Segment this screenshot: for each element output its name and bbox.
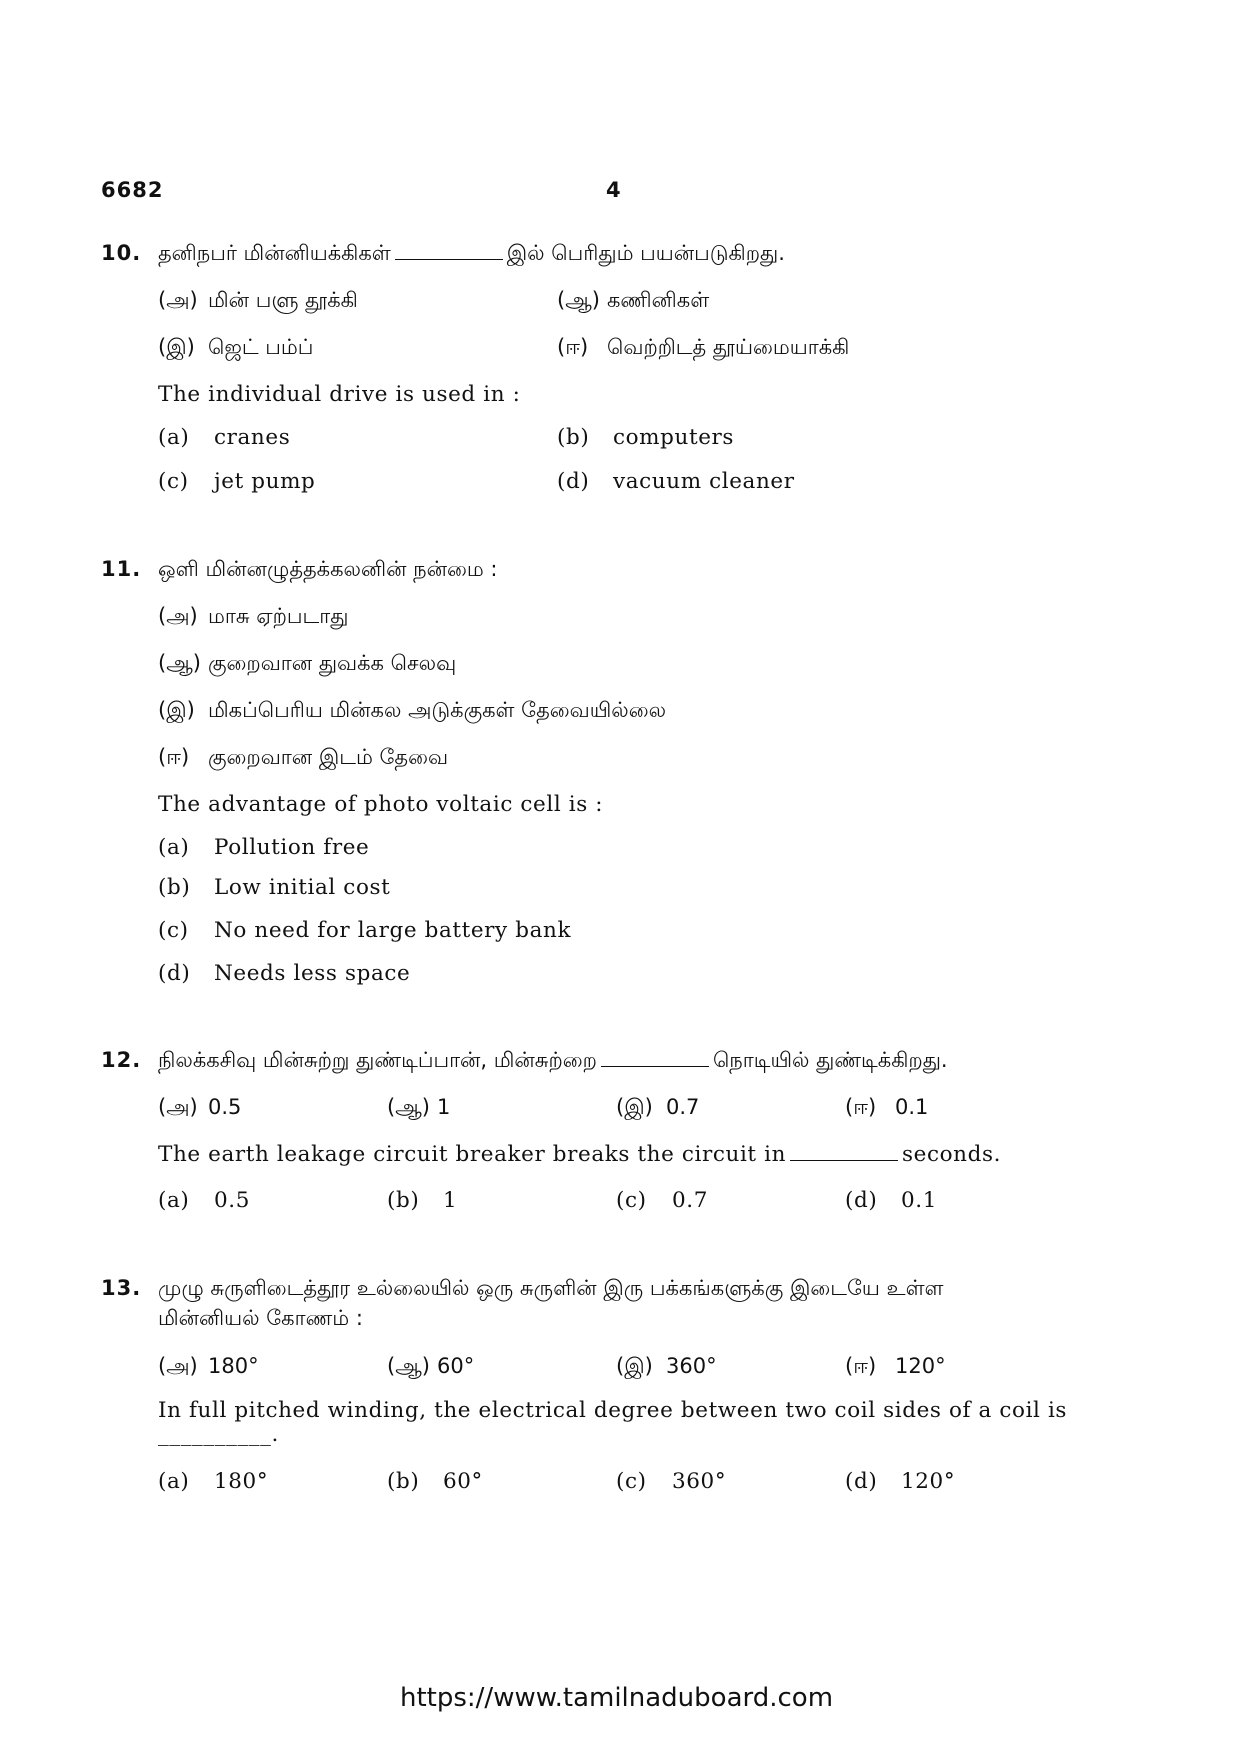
option-text: குறைவான இடம் தேவை [208,745,449,769]
option-label: (b) [387,1469,420,1494]
question-text-tamil [158,241,785,268]
question-text-tamil [158,1048,948,1075]
question-text-part: தனிநபர் மின்னியக்கிகள் [158,241,391,265]
option-text: 0.7 [666,1095,700,1119]
option-english-c [158,918,571,943]
option-label: (c) [158,469,189,494]
question-text-part: நொடியில் துண்டிக்கிறது. [712,1048,948,1072]
option-tamil-b [387,1095,450,1122]
option-tamil-b [158,651,456,678]
option-english-d [557,469,795,494]
answer-blank [395,257,503,260]
option-label: (அ) [158,1354,198,1378]
option-english-b [387,1469,483,1494]
option-tamil-c [616,1354,717,1381]
option-text: மாசு ஏற்படாது [208,604,349,628]
answer-blank [601,1064,709,1067]
option-label: (ஈ) [557,335,589,359]
option-text: 120° [895,1354,946,1378]
option-tamil-d [557,335,849,362]
option-tamil-c [616,1095,699,1122]
option-english-b [158,875,390,900]
option-tamil-d [845,1095,928,1122]
option-text: 360° [666,1354,717,1378]
option-text: மிகப்பெரிய மின்கல அடுக்குகள் தேவையில்லை [208,698,667,722]
option-label: (இ) [158,698,195,722]
option-text: மின் பளு தூக்கி [208,288,358,312]
option-tamil-d [845,1354,946,1381]
paper-code: 6682 [101,178,164,202]
option-label: (அ) [158,1095,198,1119]
option-label: (ஈ) [845,1095,877,1119]
option-label: (ஆ) [158,651,201,675]
option-text: 0.5 [214,1188,250,1213]
option-label: (c) [616,1469,647,1494]
question-number: 13. [101,1276,142,1300]
question-text-english [158,1142,1001,1167]
question-text-tamil-cont: மின்னியல் கோணம் : [158,1306,363,1330]
option-text: Pollution free [214,835,370,860]
question-text-part: இல் பெரிதும் பயன்படுகிறது. [506,241,785,265]
option-text: 1 [443,1188,458,1213]
page-number: 4 [606,178,622,202]
option-tamil-c [158,698,666,725]
question-text-tamil: ஒளி மின்னழுத்தக்கலனின் நன்மை : [158,557,498,581]
question-text-part: The earth leakage circuit breaker breaks the circuit in [158,1142,787,1167]
option-label: (a) [158,1469,190,1494]
option-label: (d) [557,469,590,494]
option-tamil-a [158,604,348,631]
option-english-d [845,1188,937,1213]
option-label: (a) [158,835,190,860]
option-text: cranes [214,425,291,450]
option-label: (அ) [158,288,198,312]
option-tamil-a [158,288,358,315]
option-english-a [158,425,290,450]
option-text: jet pump [214,469,316,494]
question-text-english: In full pitched winding, the electrical degree between two coil sides of a coil is [158,1398,1068,1423]
option-label: (a) [158,425,190,450]
option-english-a [158,835,369,860]
option-tamil-b [387,1354,474,1381]
option-label: (இ) [158,335,195,359]
option-label: (அ) [158,604,198,628]
option-text: Low initial cost [214,875,391,900]
option-label: (ஆ) [557,288,600,312]
option-text: Needs less space [214,961,411,986]
question-number: 10. [101,241,142,265]
option-text: கணினிகள் [607,288,710,312]
option-label: (b) [557,425,590,450]
option-text: குறைவான துவக்க செலவு [208,651,457,675]
question-text-english-cont: __________. [158,1422,279,1447]
option-text: 0.1 [895,1095,929,1119]
option-text: 120° [901,1469,956,1494]
option-text: 360° [672,1469,727,1494]
question-number: 11. [101,557,142,581]
option-english-b [557,425,734,450]
option-text: vacuum cleaner [613,469,795,494]
option-label: (a) [158,1188,190,1213]
option-english-b [387,1188,457,1213]
option-tamil-d [158,745,448,772]
option-tamil-a [158,1354,259,1381]
option-text: ஜெட் பம்ப் [208,335,314,359]
question-text-part: நிலக்கசிவு மின்சுற்று துண்டிப்பான், மின்சுற்றை [158,1048,597,1072]
option-label: (ஆ) [387,1095,430,1119]
option-label: (ஆ) [387,1354,430,1378]
question-text-tamil: முழு சுருளிடைத்தூர உல்லையில் ஒரு சுருளின் இரு பக்கங்களுக்கு இடையே உள்ள [158,1276,944,1300]
option-label: (c) [158,918,189,943]
option-text: 180° [208,1354,259,1378]
option-text: 0.7 [672,1188,708,1213]
option-english-c [616,1188,708,1213]
footer-url-link[interactable]: https://www.tamilnaduboard.com [400,1683,834,1713]
option-label: (d) [158,961,191,986]
answer-blank [790,1158,898,1161]
option-english-a [158,1188,250,1213]
option-label: (d) [845,1188,878,1213]
question-text-english: The advantage of photo voltaic cell is : [158,792,604,817]
question-text-english: The individual drive is used in : [158,382,521,407]
option-text: No need for large battery bank [214,918,572,943]
option-english-d [158,961,410,986]
option-label: (இ) [616,1354,653,1378]
option-label: (b) [387,1188,420,1213]
question-text-part: seconds. [902,1142,1002,1167]
option-label: (ஈ) [158,745,190,769]
option-text: 0.1 [901,1188,937,1213]
option-label: (இ) [616,1095,653,1119]
option-text: 180° [214,1469,269,1494]
option-label: (ஈ) [845,1354,877,1378]
option-tamil-c [158,335,313,362]
option-text: 1 [437,1095,451,1119]
option-tamil-a [158,1095,241,1122]
option-tamil-b [557,288,709,315]
option-label: (b) [158,875,191,900]
option-text: 60° [443,1469,483,1494]
option-label: (d) [845,1469,878,1494]
option-label: (c) [616,1188,647,1213]
option-text: 0.5 [208,1095,242,1119]
question-number: 12. [101,1048,142,1072]
option-text: வெற்றிடத் தூய்மையாக்கி [607,335,850,359]
option-text: 60° [437,1354,475,1378]
option-english-a [158,1469,268,1494]
option-text: computers [613,425,735,450]
option-english-d [845,1469,955,1494]
option-english-c [158,469,315,494]
option-english-c [616,1469,726,1494]
